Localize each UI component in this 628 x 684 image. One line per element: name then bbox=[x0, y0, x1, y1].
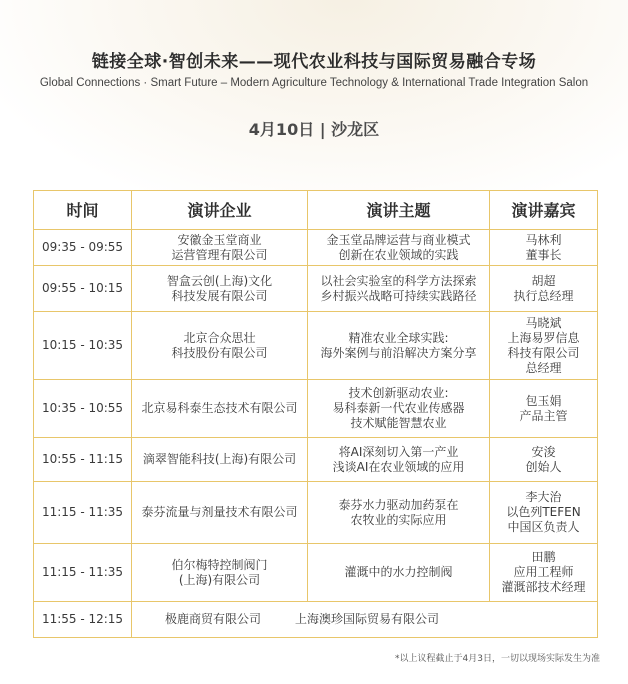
header-topic: 演讲主题 bbox=[308, 191, 490, 230]
topic-cell bbox=[308, 482, 490, 544]
agenda-table bbox=[33, 190, 598, 638]
table-row bbox=[34, 266, 598, 312]
session-time: 11:15 - 11:35 bbox=[34, 482, 132, 544]
speaker-cell-line: 执行总经理 bbox=[513, 288, 574, 303]
company-cell-line: 伯尔梅特控制阀门 bbox=[171, 557, 268, 572]
company-cell bbox=[132, 544, 308, 602]
merged-company-cell bbox=[132, 602, 598, 638]
speaker-cell-line: 创始人 bbox=[525, 459, 562, 474]
speaker-cell bbox=[490, 482, 598, 544]
topic-cell-line: 浅谈AI在农业领域的应用 bbox=[332, 459, 465, 474]
speaker-cell-line: 安浚 bbox=[531, 444, 556, 459]
topic-cell-line: 农牧业的实际应用 bbox=[350, 512, 447, 527]
table-header-row bbox=[34, 191, 598, 230]
speaker-cell-line: 科技有限公司 bbox=[507, 345, 580, 360]
company-name: 极鹿商贸有限公司 bbox=[165, 612, 262, 626]
speaker-cell-line: 马晓斌 bbox=[525, 315, 562, 330]
speaker-cell-line: 田鹏 bbox=[531, 550, 556, 564]
company-cell bbox=[132, 230, 308, 266]
topic-cell-line: 海外案例与前沿解决方案分享 bbox=[320, 345, 477, 360]
speaker-cell-line: 包玉娟 bbox=[525, 393, 562, 408]
company-cell-line: 科技股份有限公司 bbox=[171, 345, 268, 360]
background-glow bbox=[0, 0, 628, 200]
topic-cell-line: 灌溉中的水力控制阀 bbox=[344, 565, 453, 579]
table-row bbox=[34, 230, 598, 266]
speaker-cell bbox=[490, 438, 598, 482]
session-time: 11:15 - 11:35 bbox=[34, 544, 132, 602]
topic-cell-line: 将AI深刻切入第一产业 bbox=[338, 444, 459, 459]
event-date-venue: 4月10日 | 沙龙区 bbox=[248, 120, 380, 139]
topic-cell-line: 技术创新驱动农业: bbox=[348, 386, 449, 400]
header-time: 时间 bbox=[34, 191, 132, 230]
session-time: 09:35 - 09:55 bbox=[34, 230, 132, 266]
speaker-cell-line: 以色列TEFEN bbox=[506, 505, 581, 519]
topic-cell bbox=[308, 544, 490, 602]
company-cell bbox=[132, 380, 308, 438]
company-cell bbox=[132, 312, 308, 380]
topic-cell bbox=[308, 438, 490, 482]
page-title: 链接全球·智创未来——现代农业科技与国际贸易融合专场 bbox=[91, 52, 537, 72]
topic-cell-line: 精准农业全球实践: bbox=[348, 330, 449, 345]
company-cell bbox=[132, 438, 308, 482]
topic-cell-line: 乡村振兴战略可持续实践路径 bbox=[320, 288, 477, 303]
speaker-cell bbox=[490, 266, 598, 312]
header-speaker: 演讲嘉宾 bbox=[490, 191, 598, 230]
speaker-cell bbox=[490, 544, 598, 602]
agenda-body bbox=[34, 230, 598, 638]
speaker-cell-line: 应用工程师 bbox=[513, 565, 574, 579]
company-cell-line: 滴翠智能科技(上海)有限公司 bbox=[142, 452, 297, 466]
session-time: 11:55 - 12:15 bbox=[34, 602, 132, 638]
company-cell-line: 运营管理有限公司 bbox=[171, 247, 268, 262]
session-time: 09:55 - 10:15 bbox=[34, 266, 132, 312]
speaker-cell-line: 产品主管 bbox=[519, 408, 568, 423]
footnote: *以上议程截止于4月3日，一切以现场实际发生为准 bbox=[395, 654, 600, 664]
company-cell bbox=[132, 482, 308, 544]
speaker-cell-line: 上海易罗信息 bbox=[507, 330, 580, 345]
table-row-last bbox=[34, 602, 598, 638]
topic-cell bbox=[308, 266, 490, 312]
session-time: 10:55 - 11:15 bbox=[34, 438, 132, 482]
speaker-cell-line: 马林利 bbox=[525, 232, 562, 247]
speaker-cell-line: 董事长 bbox=[525, 247, 562, 262]
company-cell bbox=[132, 266, 308, 312]
topic-cell-line: 泰芬水力驱动加药泵在 bbox=[338, 497, 459, 512]
speaker-cell-line: 总经理 bbox=[525, 360, 562, 375]
table-row bbox=[34, 312, 598, 380]
topic-cell bbox=[308, 312, 490, 380]
page-subtitle-en: Global Connections · Smart Future – Modern Agriculture Technology & International Trade Integration Salon bbox=[39, 77, 589, 89]
company-cell-line: 安徽金玉堂商业 bbox=[177, 232, 262, 247]
topic-cell bbox=[308, 230, 490, 266]
merged-company-list bbox=[132, 612, 595, 627]
company-cell-line: 智盒云创(上海)文化 bbox=[166, 273, 273, 288]
table-row bbox=[34, 438, 598, 482]
table-row bbox=[34, 482, 598, 544]
speaker-cell bbox=[490, 380, 598, 438]
topic-cell-line: 创新在农业领域的实践 bbox=[338, 247, 459, 262]
company-name: 上海澳珍国际贸易有限公司 bbox=[295, 612, 440, 626]
table-row bbox=[34, 380, 598, 438]
speaker-cell bbox=[490, 230, 598, 266]
speaker-cell-line: 灌溉部技术经理 bbox=[501, 580, 586, 594]
topic-cell-line: 技术赋能智慧农业 bbox=[350, 416, 447, 430]
topic-cell-line: 易科泰新一代农业传感器 bbox=[332, 401, 465, 415]
topic-cell-line: 以社会实验室的科学方法探索 bbox=[320, 273, 477, 288]
speaker-cell-line: 李大治 bbox=[525, 490, 562, 504]
header-company: 演讲企业 bbox=[132, 191, 308, 230]
speaker-cell-line: 中国区负责人 bbox=[507, 520, 580, 534]
table-row bbox=[34, 544, 598, 602]
topic-cell-line: 金玉堂品牌运营与商业模式 bbox=[326, 232, 471, 247]
session-time: 10:15 - 10:35 bbox=[34, 312, 132, 380]
company-cell-line: 北京易科泰生态技术有限公司 bbox=[141, 401, 298, 415]
company-cell-line: 北京合众思壮 bbox=[183, 330, 256, 345]
company-cell-line: 科技发展有限公司 bbox=[171, 288, 268, 303]
speaker-cell bbox=[490, 312, 598, 380]
topic-cell bbox=[308, 380, 490, 438]
company-cell-line: (上海)有限公司 bbox=[178, 572, 261, 587]
session-time: 10:35 - 10:55 bbox=[34, 380, 132, 438]
company-cell-line: 泰芬流量与剂量技术有限公司 bbox=[141, 505, 298, 519]
speaker-cell-line: 胡超 bbox=[531, 273, 556, 288]
